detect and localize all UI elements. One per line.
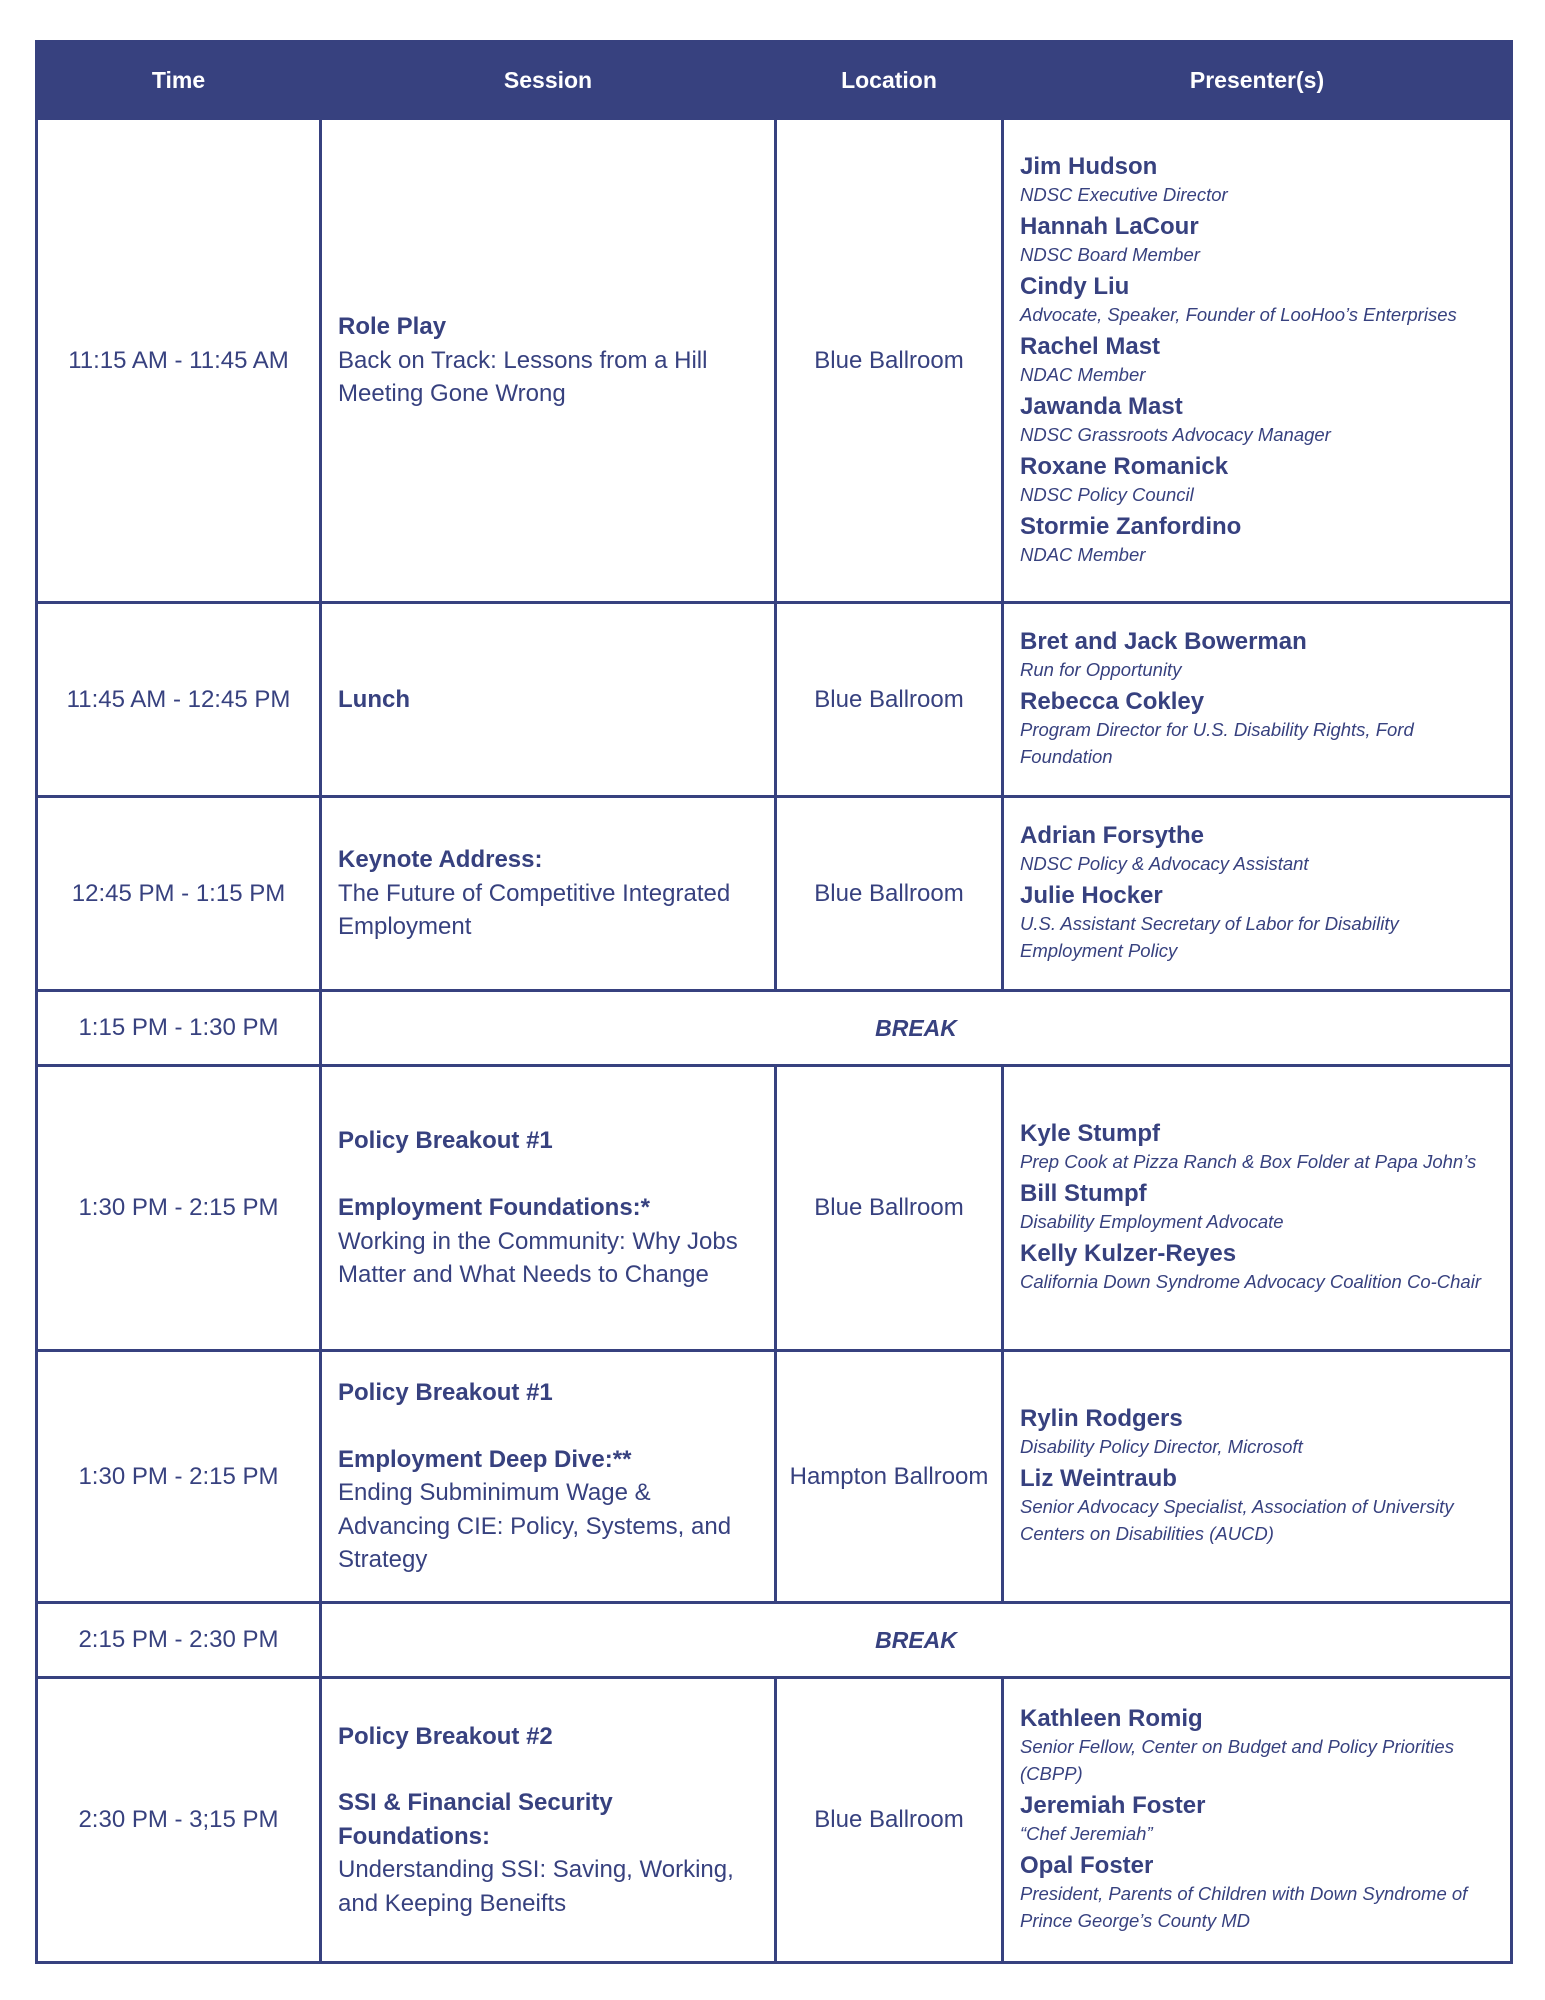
presenter-role: “Chef Jeremiah” [1020, 1823, 1153, 1845]
time-cell: 11:45 AM - 12:45 PM [37, 603, 321, 797]
presenter-name: Hannah LaCour [1020, 212, 1199, 240]
presenter-name: Kathleen Romig [1020, 1705, 1203, 1733]
presenter-role: Advocate, Speaker, Founder of LooHoo’s Enterprises [1020, 303, 1457, 325]
presenter-role: President, Parents of Children with Down Syndrome of Prince George’s County MD [1020, 1883, 1468, 1931]
presenter-role: Program Director for U.S. Disability Rights, Ford Foundation [1020, 719, 1414, 768]
presenter-role: Senior Fellow, Center on Budget and Policy Priorities (CBPP) [1020, 1736, 1454, 1785]
session-description: Working in the Community: Why Jobs Matter and What Needs to Change [338, 1227, 738, 1289]
presenters-cell [1003, 1351, 1512, 1603]
presenter-name: Kelly Kulzer-Reyes [1020, 1240, 1237, 1267]
session-cell [321, 797, 776, 991]
table-row [37, 119, 1512, 603]
break-label: BREAK [321, 1603, 1512, 1678]
location-cell: Blue Ballroom [776, 119, 1003, 603]
presenter-role: NDSC Board Member [1020, 243, 1200, 265]
presenter-role: NDSC Policy Council [1020, 483, 1194, 505]
location-cell: Hampton Ballroom [776, 1351, 1003, 1603]
table-row [37, 797, 1512, 991]
presenter-role: Senior Advocacy Specialist, Association of University Centers on Disabilities (AUCD) [1020, 1496, 1454, 1545]
presenter-role: NDAC Member [1020, 363, 1146, 385]
session-kicker: Policy Breakout #1 [338, 1127, 553, 1155]
presenter-role: NDSC Executive Director [1020, 183, 1228, 205]
session-description: The Future of Competitive Integrated Employment [338, 879, 731, 941]
session-description: Back on Track: Lessons from a Hill Meeting Gone Wrong [338, 346, 708, 408]
presenter-name: Jawanda Mast [1020, 392, 1183, 420]
presenters-cell [1003, 119, 1512, 603]
presenter-role: Run for Opportunity [1020, 659, 1182, 681]
location-cell: Blue Ballroom [776, 797, 1003, 991]
session-cell [321, 603, 776, 797]
session-title: Lunch [338, 685, 410, 713]
presenter-name: Jeremiah Foster [1020, 1792, 1206, 1819]
session-title: Role Play [338, 313, 447, 341]
time-cell: 11:15 AM - 11:45 AM [37, 119, 321, 603]
presenter-role: California Down Syndrome Advocacy Coalition Co-Chair [1020, 1271, 1481, 1293]
time-cell: 1:30 PM - 2:15 PM [37, 1351, 321, 1603]
presenter-role: Disability Employment Advocate [1020, 1211, 1284, 1233]
table-row [37, 1678, 1512, 1963]
header-presenters: Presenter(s) [1003, 42, 1512, 119]
presenter-role: NDSC Policy & Advocacy Assistant [1020, 853, 1309, 875]
time-cell: 12:45 PM - 1:15 PM [37, 797, 321, 991]
presenter-name: Kyle Stumpf [1020, 1120, 1161, 1147]
table-row [37, 1066, 1512, 1351]
presenter-name: Cindy Liu [1020, 272, 1130, 300]
session-title: Keynote Address: [338, 846, 543, 874]
presenters-cell [1003, 797, 1512, 991]
presenters-cell [1003, 603, 1512, 797]
presenter-name: Bret and Jack Bowerman [1020, 628, 1307, 656]
session-description: Ending Subminimum Wage & Advancing CIE: Policy, Systems, and Strategy [338, 1479, 732, 1574]
session-cell [321, 1351, 776, 1603]
session-kicker: Policy Breakout #2 [338, 1722, 553, 1750]
presenter-role: U.S. Assistant Secretary of Labor for Disability Employment Policy [1020, 913, 1399, 962]
presenter-name: Adrian Forsythe [1020, 822, 1205, 850]
presenter-name: Jim Hudson [1020, 152, 1158, 180]
time-cell: 1:30 PM - 2:15 PM [37, 1066, 321, 1351]
session-title: SSI & Financial Security Foundations: [338, 1789, 613, 1850]
presenter-role: NDSC Grassroots Advocacy Manager [1020, 423, 1331, 445]
session-kicker: Policy Breakout #1 [338, 1379, 553, 1407]
session-cell [321, 1678, 776, 1963]
presenter-name: Rebecca Cokley [1020, 688, 1205, 716]
presenter-name: Julie Hocker [1020, 882, 1163, 910]
presenter-name: Rylin Rodgers [1020, 1405, 1183, 1433]
presenter-name: Liz Weintraub [1020, 1465, 1177, 1493]
break-row [37, 1603, 1512, 1678]
presenter-name: Opal Foster [1020, 1852, 1154, 1879]
table-row [37, 603, 1512, 797]
table-row [37, 1351, 1512, 1603]
time-cell: 2:30 PM - 3;15 PM [37, 1678, 321, 1963]
break-label: BREAK [321, 991, 1512, 1066]
presenter-role: NDAC Member [1020, 543, 1146, 565]
break-row [37, 991, 1512, 1066]
session-title: Employment Foundations:* [338, 1193, 650, 1221]
time-cell: 1:15 PM - 1:30 PM [37, 991, 321, 1066]
presenter-name: Roxane Romanick [1020, 452, 1229, 480]
time-cell: 2:15 PM - 2:30 PM [37, 1603, 321, 1678]
presenter-name: Stormie Zanfordino [1020, 512, 1242, 540]
session-cell [321, 1066, 776, 1351]
header-session: Session [321, 42, 776, 119]
table-header-row [37, 42, 1512, 119]
presenter-role: Disability Policy Director, Microsoft [1020, 1436, 1303, 1458]
location-cell: Blue Ballroom [776, 1678, 1003, 1963]
header-location: Location [776, 42, 1003, 119]
session-title: Employment Deep Dive:** [338, 1445, 632, 1473]
session-cell [321, 119, 776, 603]
location-cell: Blue Ballroom [776, 603, 1003, 797]
presenters-cell [1003, 1678, 1512, 1963]
session-description: Understanding SSI: Saving, Working, and Keeping Beneifts [338, 1856, 734, 1917]
presenters-cell [1003, 1066, 1512, 1351]
presenter-name: Rachel Mast [1020, 332, 1161, 360]
presenter-name: Bill Stumpf [1020, 1180, 1147, 1207]
location-cell: Blue Ballroom [776, 1066, 1003, 1351]
presenter-role: Prep Cook at Pizza Ranch & Box Folder at Papa John’s [1020, 1151, 1477, 1173]
schedule-table [35, 40, 1513, 1964]
header-time: Time [37, 42, 321, 119]
